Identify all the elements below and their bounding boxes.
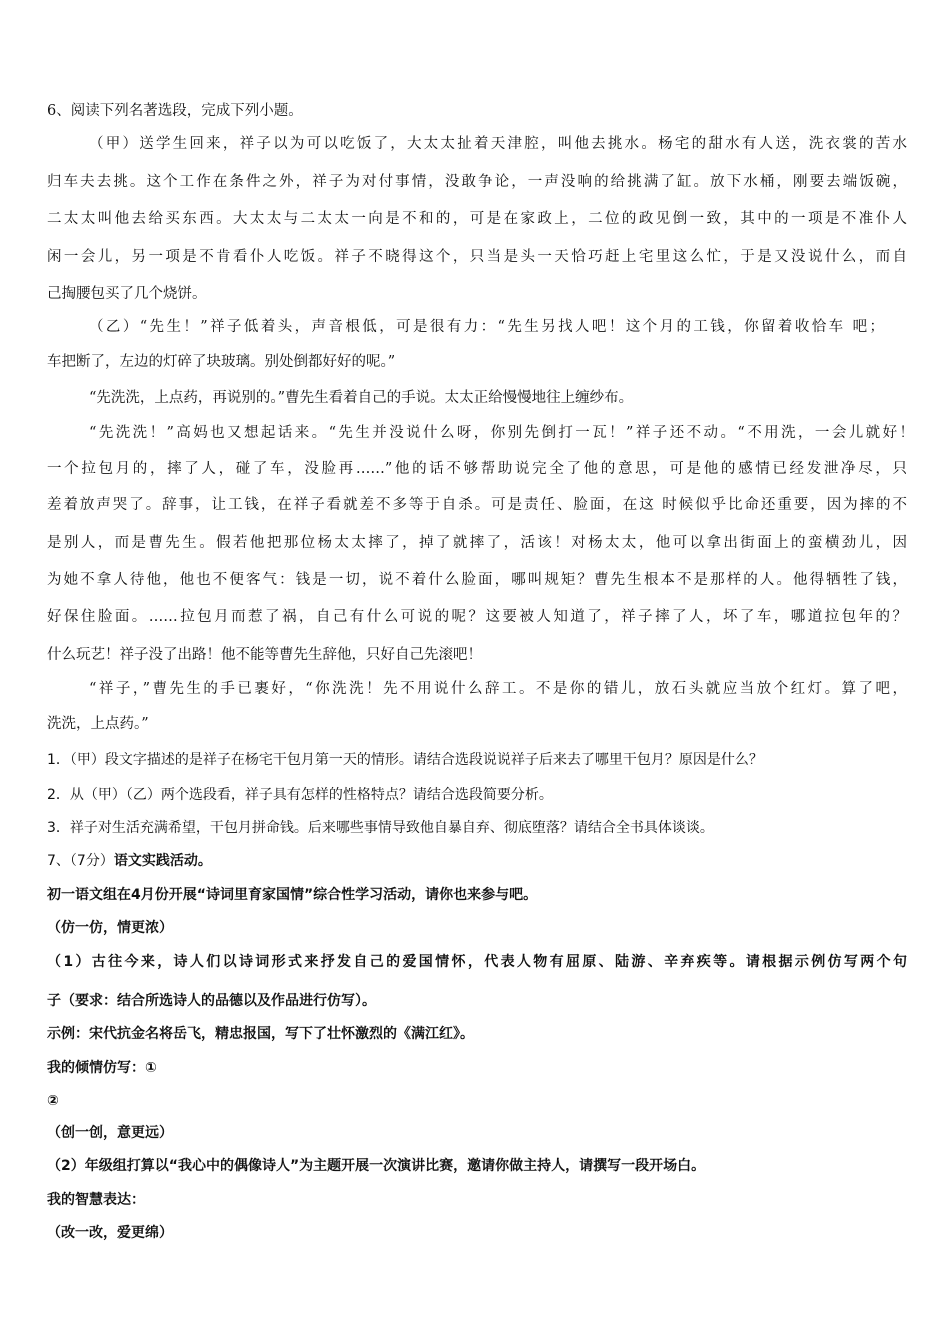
question-7-title [47,851,907,871]
passage-yi-line: 洗洗，上点药。” [47,716,149,732]
passage-jia-line: 己掏腰包买了几个烧饼。 [47,286,207,302]
passage-yi-line: 什么玩艺！祥子没了出路！他不能等曹先生辞他，只好自己先滚吧！ [47,647,482,663]
passage-yi-line: “先洗洗，上点药，再说别的。”曹先生看着自己的手说。太太正给慢慢地往上缠纱布。 [89,390,634,406]
passage-yi-line: 一个拉包月的，摔了人，碰了车，没脸再……”他的话不够帮助说完全了他的意思，可是他的感情已经发泄净尽，只 [47,461,907,477]
task-1-line: 子（要求：结合所选诗人的品德以及作品进行仿写）。 [47,993,376,1009]
passage-yi-line: （乙）“先生！”祥子低着头，声音根低，可是很有力：“先生另找人吧！这个月的工钱，你留着收恰车 吧； [89,319,884,335]
passage-yi-line: “先洗洗！”高妈也又想起话来。“先生并没说什么呀，你别先倒打一瓦！”祥子还不动。“不用洗，一会儿就好！ [89,425,914,441]
task-2-line: （2）年级组打算以“我心中的偶像诗人”为主题开展一次演讲比赛，邀请你做主持人，请撰写一段开场白。 [47,1158,706,1174]
section-imitate-title: （仿一仿，情更浓） [47,920,173,936]
wisdom-label: 我的智慧表达： [47,1192,145,1208]
activity-intro: 初一语文组在4月份开展“诗词里育家国情”综合性学习活动，请你也来参与吧。 [47,887,538,903]
example-sentence: 示例：宋代抗金名将岳飞，精忠报国，写下了壮怀激烈的《满江红》。 [47,1026,474,1042]
passage-yi-line: 车把断了，左边的灯碎了块玻璃。别处倒都好好的呢。” [47,354,396,370]
passage-yi-line: 差着放声哭了。辞事，让工钱，在祥子看就差不多等于自杀。可是责任、脸面，在这 时候似乎比命还重要，因为摔的不 [47,497,907,513]
sub-question-3: 3．祥子对生活充满希望，干包月拼命钱。后来哪些事情导致他自暴自弃、彻底堕落？请结合全书具体谈谈。 [47,820,714,836]
passage-jia-line: （甲）送学生回来，祥子以为可以吃饭了，大太太扯着天津腔，叫他去挑水。杨宅的甜水有人送，洗衣裳的苦水 [89,136,907,152]
section-create-title: （创一创，意更远） [47,1125,173,1141]
section-revise-title: （改一改，爱更绵） [47,1225,173,1241]
passage-jia-line: 二太太叫他去给买东西。大太太与二太太一向是不和的，可是在家政上，二位的政见倒一致，其中的一项是不准仆人 [47,211,907,227]
passage-jia-line: 归车夫去挑。这个工作在条件之外，祥子为对付事情，没敢争论，一声没响的给挑满了缸。放下水桶，刚要去端饭碗， [47,174,907,190]
question-6-title: 6、阅读下列名著选段，完成下列小题。 [47,103,303,119]
question-7-score: 7、（7分） [47,853,114,869]
passage-yi-line: 是别人，而是曹先生。假若他把那位杨太太摔了，掉了就摔了，活该！对杨太太，他可以拿出街面上的蛮横劲儿，因 [47,535,907,551]
passage-yi-line: “祥子，”曹先生的手已裹好，“你洗洗！先不用说什么辞工。不是你的错儿，放石头就应当放个红灯。算了吧， [89,681,907,697]
task-1-line: （1）古往今来，诗人们以诗词形式来抒发自己的爱国情怀，代表人物有屈原、陆游、辛弃疾等。请根据示例仿写两个句 [47,954,907,970]
sub-question-1: 1．（甲）段文字描述的是祥子在杨宅干包月第一天的情形。请结合选段说说祥子后来去了哪里干包月？原因是什么？ [47,752,763,768]
my-imitation-label: 我的倾情仿写：① [47,1060,157,1076]
question-7-heading: 语文实践活动。 [113,853,212,869]
passage-yi-line: 为她不拿人待他，他也不便客气：钱是一切，说不着什么脸面，哪叫规矩？曹先生根本不是那样的人。他得牺牲了钱， [47,572,907,588]
passage-jia-line: 闲一会儿，另一项是不肯看仆人吃饭。祥子不晓得这个，只当是头一天恰巧赶上宅里这么忙，于是又没说什么，而自 [47,249,907,265]
sub-question-2: 2．从（甲）（乙）两个选段看，祥子具有怎样的性格特点？请结合选段简要分析。 [47,787,553,803]
passage-yi-line: 好保住脸面。……拉包月而惹了祸，自己有什么可说的呢？这要被人知道了，祥子摔了人，坏了车，哪道拉包年的？ [47,609,907,625]
second-imitation-label: ② [47,1093,59,1109]
